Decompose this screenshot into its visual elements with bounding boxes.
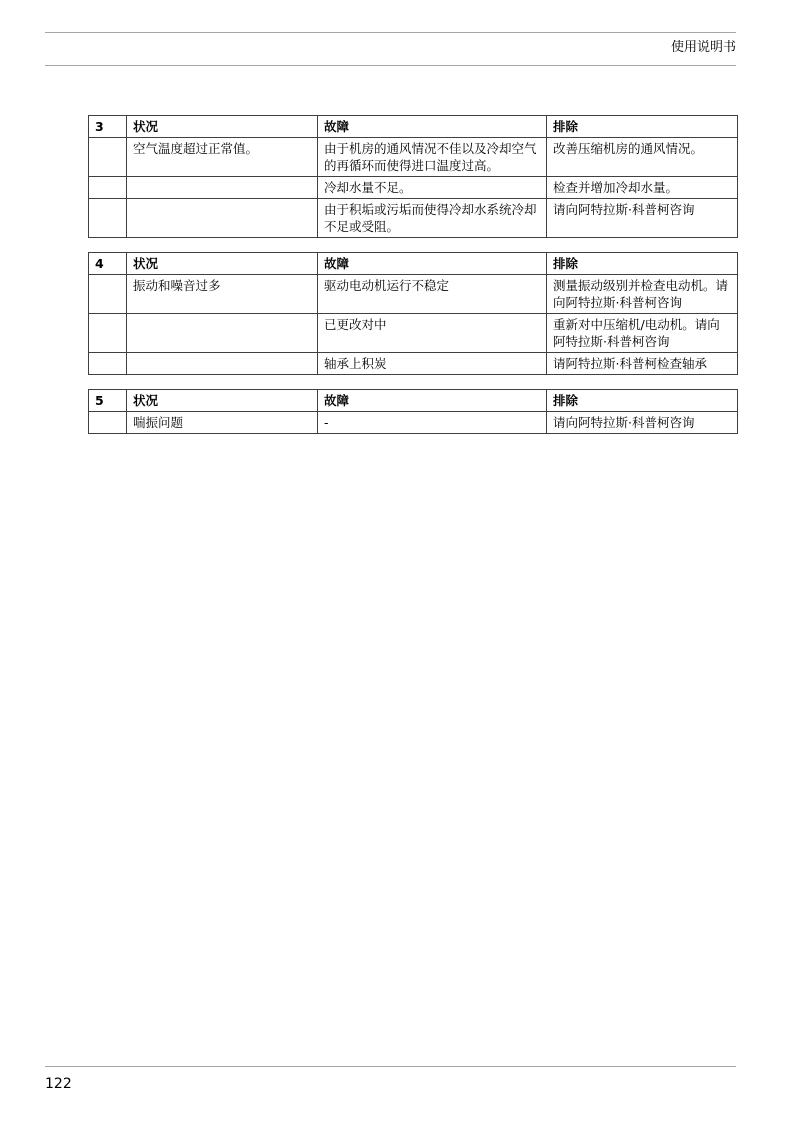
empty-cell <box>89 199 127 238</box>
fault-cell: 由于积垢或污垢而使得冷却水系统冷却不足或受阻。 <box>318 199 547 238</box>
empty-cell <box>89 314 127 353</box>
condition-cell <box>127 199 318 238</box>
fault-cell: 驱动电动机运行不稳定 <box>318 275 547 314</box>
remedy-cell: 重新对中压缩机/电动机。请向阿特拉斯·科普柯咨询 <box>547 314 738 353</box>
table-row <box>89 275 738 314</box>
remedy-cell: 改善压缩机房的通风情况。 <box>547 138 738 177</box>
table-row <box>89 353 738 375</box>
remedy-cell: 测量振动级别并检查电动机。请向阿特拉斯·科普柯咨询 <box>547 275 738 314</box>
header-remedy: 排除 <box>547 116 738 138</box>
header-condition: 状况 <box>127 253 318 275</box>
remedy-cell: 请向阿特拉斯·科普柯咨询 <box>547 412 738 434</box>
header-condition: 状况 <box>127 116 318 138</box>
header-fault: 故障 <box>318 390 547 412</box>
table-row <box>89 412 738 434</box>
table-header-row <box>89 253 738 275</box>
troubleshooting-table-5 <box>88 389 738 434</box>
remedy-cell: 检查并增加冷却水量。 <box>547 177 738 199</box>
header-condition: 状况 <box>127 390 318 412</box>
header-remedy: 排除 <box>547 390 738 412</box>
remedy-cell: 请向阿特拉斯·科普柯咨询 <box>547 199 738 238</box>
page-number: 122 <box>45 1076 72 1092</box>
condition-cell <box>127 353 318 375</box>
table-row <box>89 177 738 199</box>
header-remedy: 排除 <box>547 253 738 275</box>
troubleshooting-table-4 <box>88 252 738 375</box>
empty-cell <box>89 412 127 434</box>
empty-cell <box>89 275 127 314</box>
condition-cell <box>127 177 318 199</box>
troubleshooting-table-3 <box>88 115 738 238</box>
condition-cell <box>127 314 318 353</box>
footer-rule <box>45 1066 736 1067</box>
fault-cell: 冷却水量不足。 <box>318 177 547 199</box>
fault-cell: 由于机房的通风情况不佳以及冷却空气的再循环而使得进口温度过高。 <box>318 138 547 177</box>
header-fault: 故障 <box>318 253 547 275</box>
condition-cell: 振动和噪音过多 <box>127 275 318 314</box>
header-fault: 故障 <box>318 116 547 138</box>
empty-cell <box>89 177 127 199</box>
condition-cell: 空气温度超过正常值。 <box>127 138 318 177</box>
remedy-cell: 请阿特拉斯·科普柯检查轴承 <box>547 353 738 375</box>
document-title: 使用说明书 <box>670 40 736 55</box>
empty-cell <box>89 138 127 177</box>
table-row <box>89 199 738 238</box>
condition-cell: 喘振问题 <box>127 412 318 434</box>
table-header-row <box>89 390 738 412</box>
section-number: 3 <box>89 116 127 138</box>
section-number: 5 <box>89 390 127 412</box>
table-header-row <box>89 116 738 138</box>
header-bottom-rule <box>45 65 736 66</box>
header-top-rule <box>45 32 736 33</box>
table-row <box>89 138 738 177</box>
empty-cell <box>89 353 127 375</box>
fault-cell: 轴承上积炭 <box>318 353 547 375</box>
fault-cell: - <box>318 412 547 434</box>
table-row <box>89 314 738 353</box>
section-number: 4 <box>89 253 127 275</box>
fault-cell: 已更改对中 <box>318 314 547 353</box>
